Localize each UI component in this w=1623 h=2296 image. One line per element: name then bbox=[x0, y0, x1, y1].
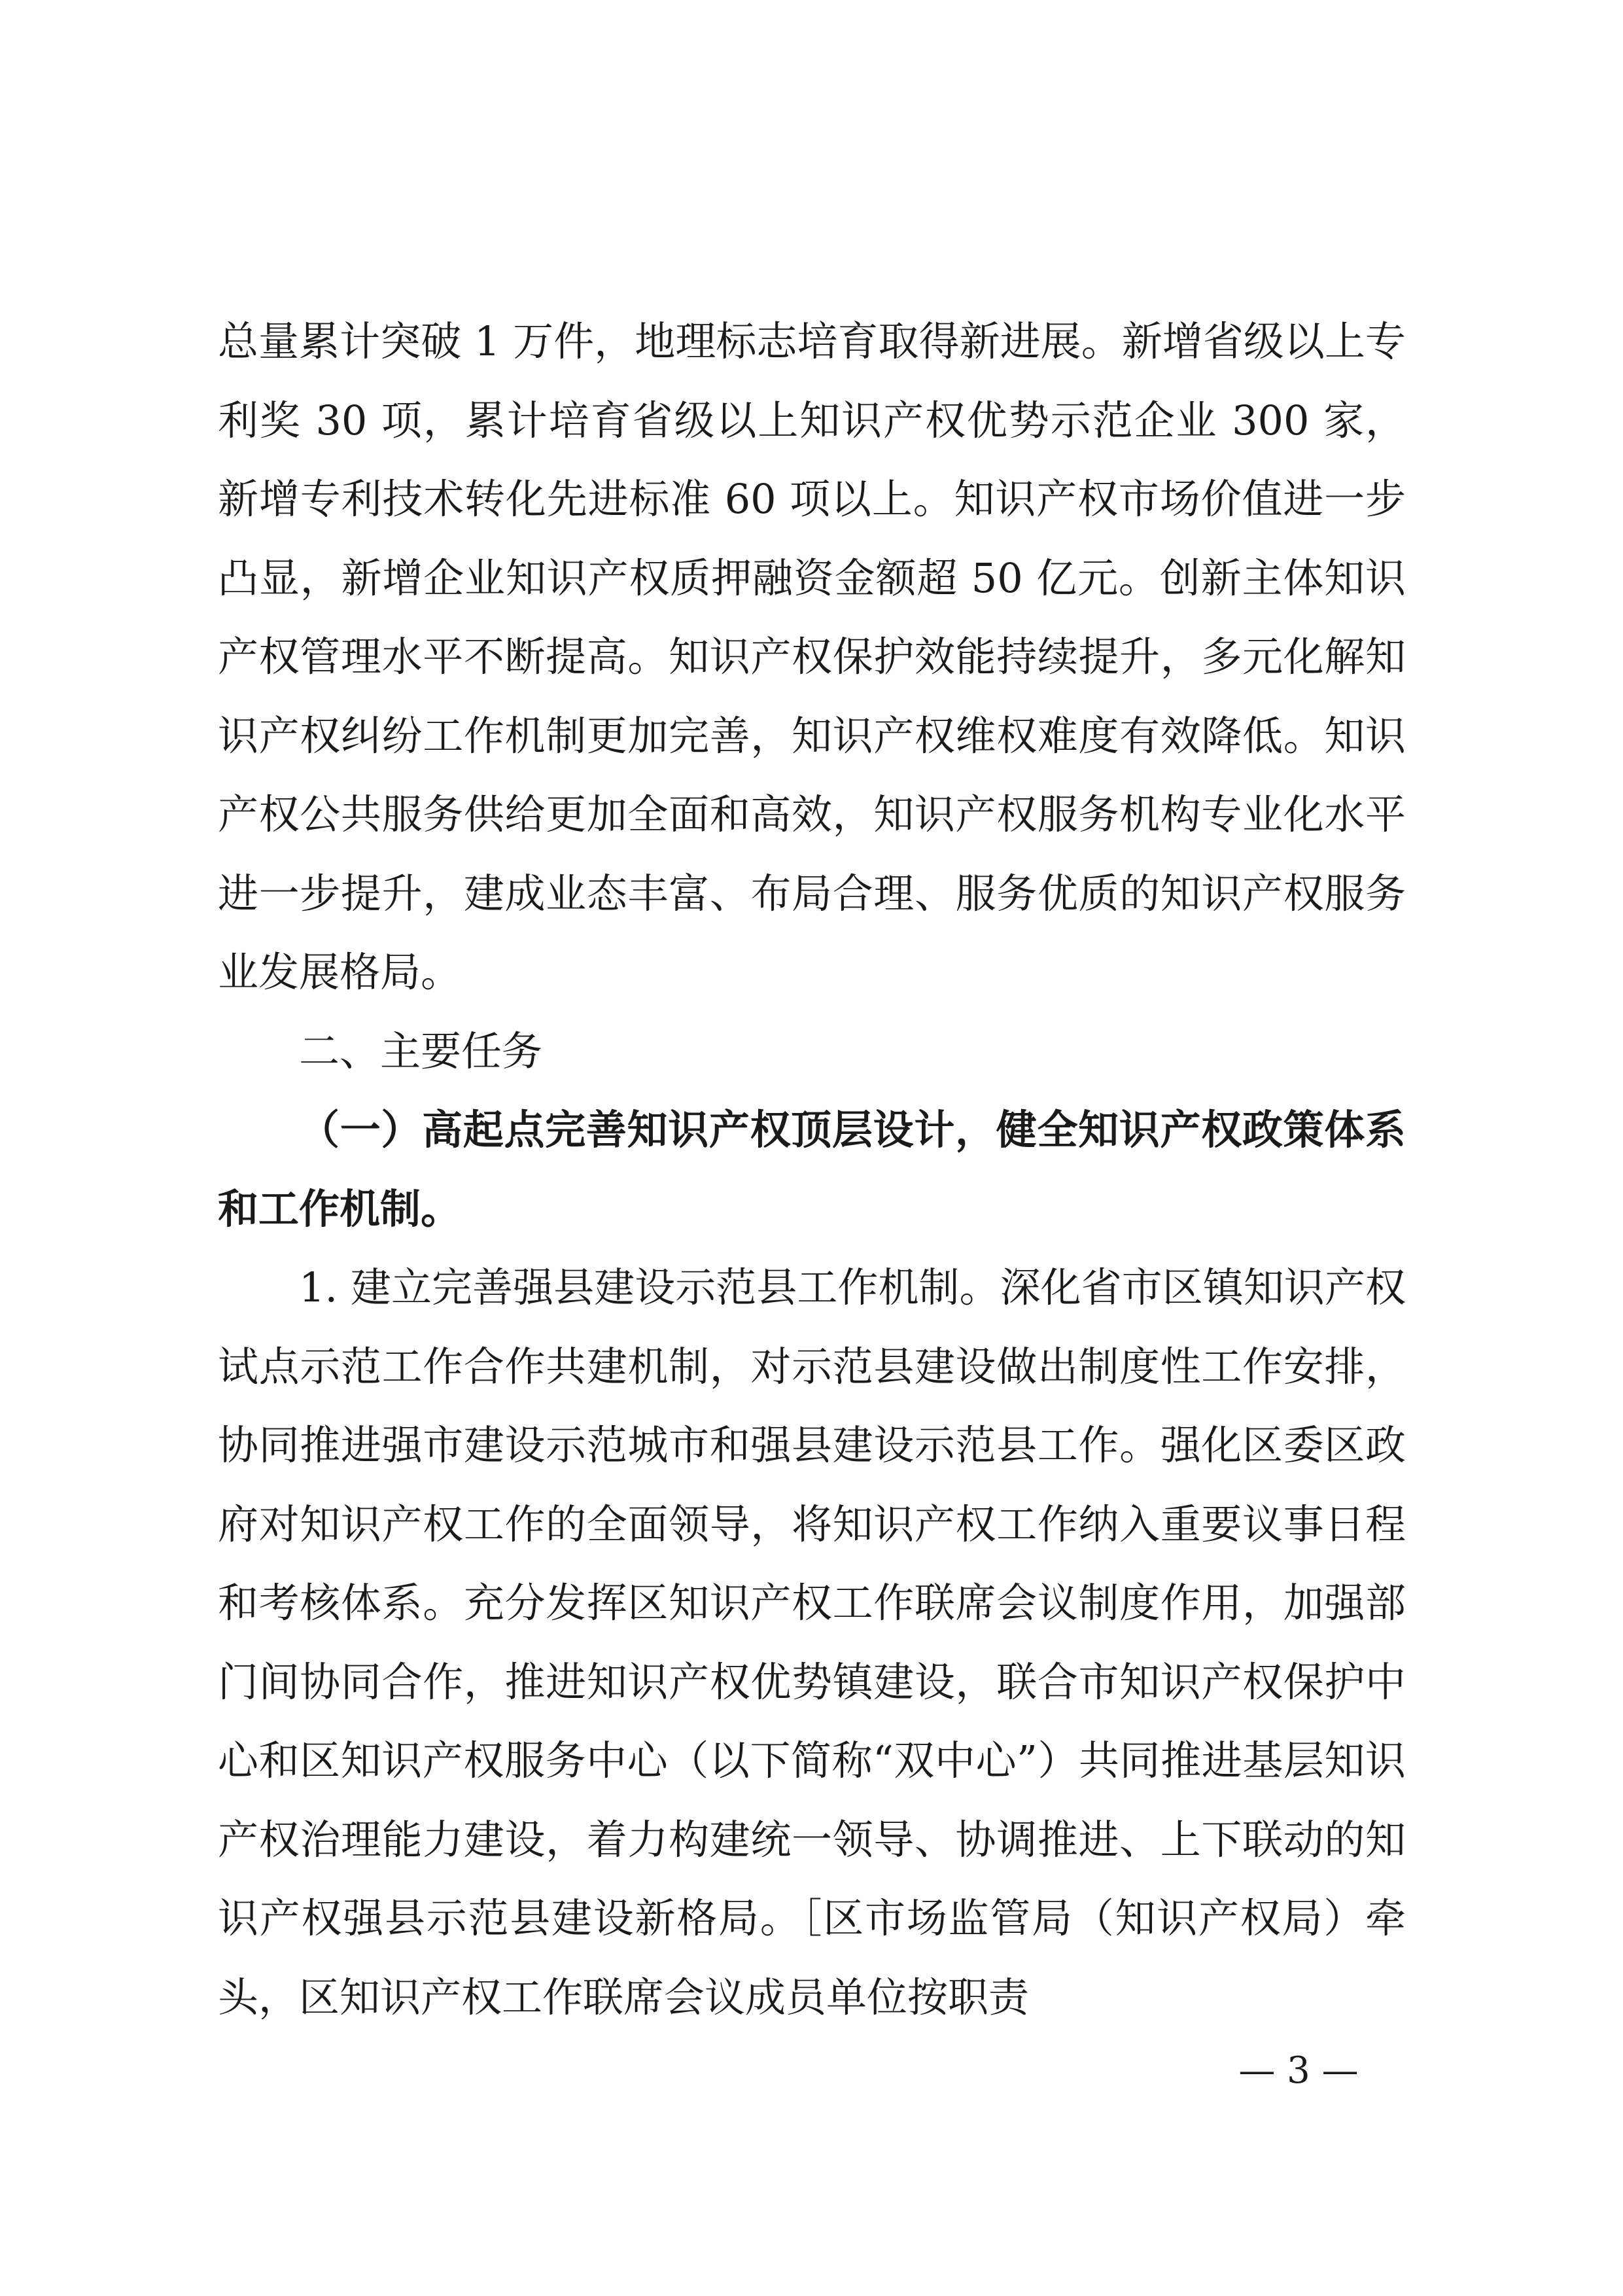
document-body bbox=[218, 302, 1406, 2037]
page-number: — 3 — bbox=[1238, 2049, 1359, 2092]
subsection-heading-top-level-design: （一）高起点完善知识产权顶层设计，健全知识产权政策体系和工作机制。 bbox=[218, 1106, 1406, 1233]
section-heading-main-tasks: 二、主要任务 bbox=[299, 1027, 543, 1075]
paragraph-task-1: 1. 建立完善强县建设示范县工作机制。深化省市区镇知识产权试点示范工作合作共建机制，对示范县建设做出制度性工作安排，协同推进强市建设示范城市和强县建设示范县工作。强化区委区政府对知识产权工作的全面领导，将知识产权工作纳入重要议事日程和考核体系。充分发挥区知识产权工作联席会议制度作用，加强部门间协同合作，推进知识产权优势镇建设，联合市知识产权保护中心和区知识产权服务中心（以下简称“双中心”）共同推进基层知识产权治理能力建设，着力构建统一领导、协调推进、上下联动的知识产权强县示范县建设新格局。［区市场监管局（知识产权局）牵头，区知识产权工作联席会议成员单位按职责 bbox=[218, 1263, 1406, 2021]
paragraph-goals-continued: 总量累计突破 1 万件，地理标志培育取得新进展。新增省级以上专利奖 30 项，累计培育省级以上知识产权优势示范企业 300 家，新增专利技术转化先进标准 60 项以上。知识产权市场价值进一步凸显，新增企业知识产权质押融资金额超 50 亿元。创新主体知识产权管理水平不断提高。知识产权保护效能持续提升，多元化解知识产权纠纷工作机制更加完善，知识产权维权难度有效降低。知识产权公共服务供给更加全面和高效，知识产权服务机构专业化水平进一步提升，建成业态丰富、布局合理、服务优质的知识产权服务业发展格局。 bbox=[218, 317, 1406, 996]
